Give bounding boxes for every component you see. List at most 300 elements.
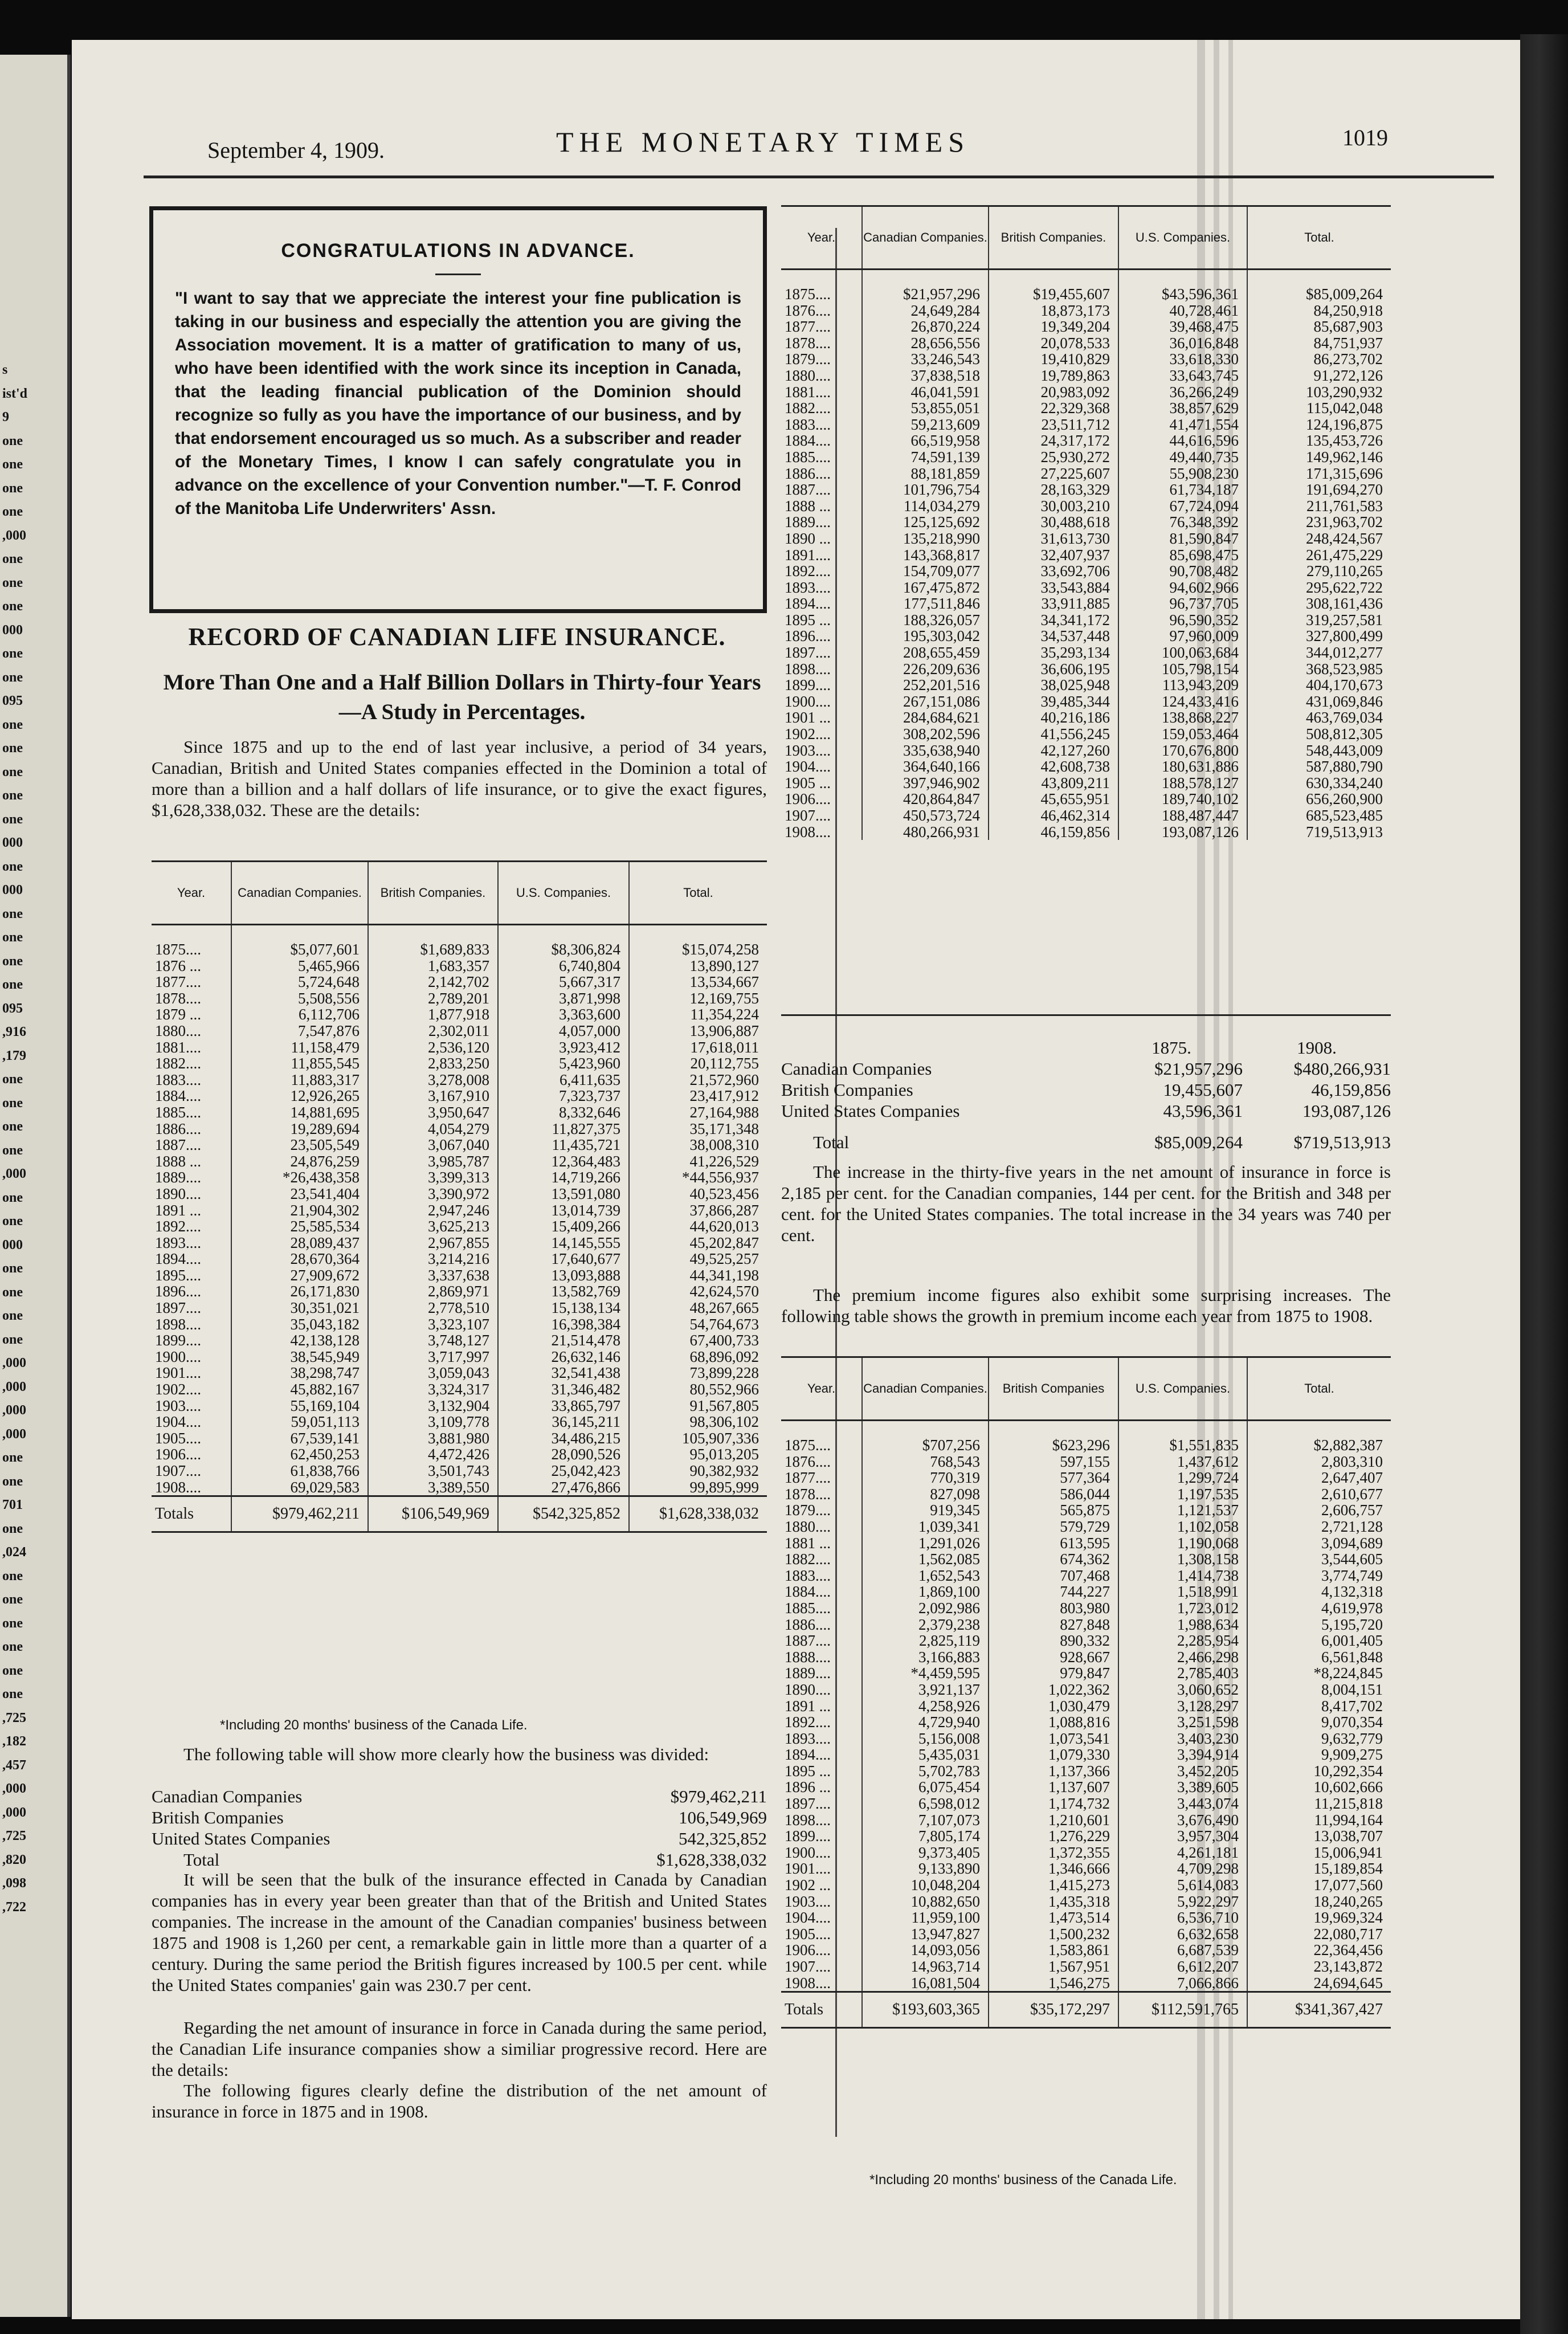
table-row: [781, 1682, 1391, 1698]
year-cell: 1882....: [785, 1551, 831, 1568]
value-cell: 9,070,354: [1247, 1714, 1391, 1731]
value-cell: 3,394,914: [1118, 1747, 1247, 1763]
value-cell: $43,596,361: [1118, 270, 1247, 303]
value-cell: 480,266,931: [862, 824, 989, 840]
table-row: [152, 1186, 767, 1202]
edge-fragment: ,725: [2, 1829, 26, 1843]
year-cell: 1886....: [785, 1616, 831, 1633]
year-cell: 1901....: [785, 1860, 831, 1878]
value-cell: 33,865,797: [498, 1398, 629, 1414]
year-cell: 1905 ...: [785, 774, 831, 791]
value-cell: 5,465,966: [231, 958, 368, 974]
value-cell: 14,145,555: [498, 1235, 629, 1251]
value-cell: 25,585,534: [231, 1218, 368, 1235]
year-cell: 1877....: [155, 974, 201, 990]
value-cell: 32,407,937: [989, 547, 1118, 564]
value-cell: 674,362: [989, 1551, 1118, 1568]
table-row: [781, 807, 1391, 824]
value-cell: 43,809,211: [989, 775, 1118, 791]
year-cell: 1908....: [785, 823, 831, 840]
value-cell: 1,546,275: [989, 1975, 1118, 1992]
col-canadian: Canadian Companies.: [862, 1357, 989, 1421]
table-row: [152, 1283, 767, 1300]
box-rule: [435, 274, 481, 275]
table-row: [781, 1860, 1391, 1877]
year-cell: 1908....: [155, 1479, 201, 1496]
compare-value: 193,087,126: [1302, 1101, 1391, 1121]
year-cell: 1884....: [785, 432, 831, 449]
table-row: [152, 1446, 767, 1463]
year-cell: 1887....: [785, 1633, 831, 1649]
year-cell: 1887....: [155, 1137, 201, 1153]
value-cell: 4,261,181: [1118, 1845, 1247, 1861]
edge-fragment: ,916: [2, 1025, 26, 1039]
table-row: [781, 498, 1391, 515]
value-cell: 7,066,866: [1118, 1975, 1247, 1992]
edge-fragment: one: [2, 1190, 23, 1205]
table-row: [781, 758, 1391, 775]
totals-label: Totals: [152, 1496, 231, 1532]
value-cell: 4,709,298: [1118, 1860, 1247, 1877]
value-cell: 431,069,846: [1247, 693, 1391, 710]
edge-fragment: one: [2, 1568, 23, 1584]
year-cell: 1892....: [155, 1218, 201, 1235]
table-row: [781, 547, 1391, 564]
value-cell: 2,379,238: [862, 1617, 989, 1633]
table-row: [152, 925, 767, 958]
value-cell: 1,197,535: [1118, 1486, 1247, 1503]
table-row: [152, 1104, 767, 1121]
edge-fragment: ,722: [2, 1899, 26, 1915]
edge-fragment: ,725: [2, 1710, 26, 1725]
edge-fragment: one: [2, 1639, 23, 1654]
value-cell: 73,899,228: [629, 1365, 767, 1381]
table-row: [781, 742, 1391, 759]
year-cell: 1895....: [155, 1267, 201, 1284]
value-cell: 5,614,083: [1118, 1877, 1247, 1894]
value-cell: 803,980: [989, 1600, 1118, 1617]
value-cell: 143,368,817: [862, 547, 989, 564]
page-number: 1019: [1342, 125, 1388, 150]
value-cell: 24,317,172: [989, 432, 1118, 449]
value-cell: 548,443,009: [1247, 742, 1391, 759]
col-british: British Companies: [989, 1357, 1118, 1421]
value-cell: 13,582,769: [498, 1283, 629, 1300]
value-cell: 38,857,629: [1118, 400, 1247, 417]
edge-fragment: one: [2, 1119, 23, 1134]
table-row: [152, 1169, 767, 1186]
value-cell: 1,121,537: [1118, 1502, 1247, 1519]
value-cell: 48,267,665: [629, 1300, 767, 1316]
value-cell: 11,827,375: [498, 1121, 629, 1137]
value-cell: 6,612,207: [1118, 1958, 1247, 1975]
value-cell: 188,487,447: [1118, 807, 1247, 824]
value-cell: 284,684,621: [862, 709, 989, 726]
value-cell: 1,567,951: [989, 1958, 1118, 1975]
edge-fragment: one: [2, 1615, 23, 1631]
year-cell: 1889....: [155, 1169, 201, 1186]
value-cell: 55,908,230: [1118, 466, 1247, 482]
year-cell: 1894....: [785, 595, 831, 612]
total-value-cell: $979,462,211: [231, 1496, 368, 1532]
year-cell: 1888 ...: [155, 1153, 201, 1170]
newspaper-page: [72, 40, 1520, 2319]
value-cell: 3,109,778: [368, 1414, 498, 1430]
value-cell: 85,698,475: [1118, 547, 1247, 564]
table-row: [152, 1316, 767, 1333]
table-row: [781, 466, 1391, 482]
book-binding: [1520, 34, 1568, 2334]
value-cell: 2,789,201: [368, 990, 498, 1007]
value-cell: *8,224,845: [1247, 1665, 1391, 1682]
table-header-row: [152, 862, 767, 925]
value-cell: 41,226,529: [629, 1153, 767, 1170]
edge-fragment: one: [2, 1095, 23, 1111]
year-cell: 1882....: [155, 1055, 201, 1072]
totals-label: Totals: [781, 1992, 862, 2028]
edge-fragment: ist'd: [2, 386, 28, 401]
value-cell: 30,003,210: [989, 498, 1118, 515]
col-year: Year.: [781, 1357, 862, 1421]
value-cell: 3,166,883: [862, 1649, 989, 1666]
value-cell: 3,214,216: [368, 1251, 498, 1267]
compare-value: $719,513,913: [1293, 1132, 1391, 1152]
value-cell: 4,258,926: [862, 1698, 989, 1715]
value-cell: 928,667: [989, 1649, 1118, 1666]
year-cell: 1879....: [785, 351, 831, 368]
value-cell: 26,632,146: [498, 1349, 629, 1365]
value-cell: 919,345: [862, 1502, 989, 1519]
value-cell: 6,561,848: [1247, 1649, 1391, 1666]
year-cell: 1881....: [155, 1039, 201, 1056]
congratulations-box: [149, 206, 767, 613]
year-cell: 1892....: [785, 563, 831, 580]
table-row: [781, 1535, 1391, 1552]
value-cell: 768,543: [862, 1454, 989, 1470]
table-row: [781, 514, 1391, 531]
value-cell: 28,090,526: [498, 1446, 629, 1463]
masthead: THE MONETARY TIMES: [556, 126, 970, 158]
year-cell: 1890....: [785, 1681, 831, 1698]
value-cell: 33,246,543: [862, 351, 989, 368]
value-cell: 23,541,404: [231, 1186, 368, 1202]
table-row: [781, 1568, 1391, 1584]
value-cell: 37,838,518: [862, 368, 989, 384]
year-cell: 1896 ...: [785, 1779, 831, 1796]
compare-value: $480,266,931: [1293, 1059, 1391, 1079]
value-cell: 2,092,986: [862, 1600, 989, 1617]
year-cell: 1888 ...: [785, 497, 831, 515]
value-cell: 91,272,126: [1247, 368, 1391, 384]
table-row: [781, 1421, 1391, 1454]
value-cell: 12,169,755: [629, 990, 767, 1007]
table-row: [781, 775, 1391, 791]
value-cell: 586,044: [989, 1486, 1118, 1503]
year-cell: 1900....: [785, 693, 831, 710]
value-cell: 33,692,706: [989, 563, 1118, 580]
value-cell: 1,088,816: [989, 1714, 1118, 1731]
year-cell: 1880....: [785, 1518, 831, 1535]
table-row: [152, 1430, 767, 1447]
edge-fragment: s: [2, 362, 8, 377]
total-value-cell: $341,367,427: [1247, 1992, 1391, 2028]
value-cell: 335,638,940: [862, 742, 989, 759]
year-cell: 1878....: [155, 990, 201, 1007]
division-label: Total: [183, 1850, 220, 1870]
edge-fragment: one: [2, 953, 23, 969]
value-cell: 22,364,456: [1247, 1942, 1391, 1958]
year-cell: 1899....: [785, 1828, 831, 1845]
comparison-block: [781, 1037, 1391, 1153]
value-cell: 67,400,733: [629, 1332, 767, 1349]
division-value: $979,462,211: [670, 1786, 767, 1806]
value-cell: 13,038,707: [1247, 1828, 1391, 1845]
value-cell: $623,296: [989, 1421, 1118, 1454]
value-cell: 38,008,310: [629, 1137, 767, 1153]
table-row: [152, 1349, 767, 1365]
value-cell: 30,351,021: [231, 1300, 368, 1316]
value-cell: 33,643,745: [1118, 368, 1247, 384]
compare-label: Total: [813, 1132, 850, 1152]
year-cell: 1896....: [785, 628, 831, 645]
value-cell: 719,513,913: [1247, 824, 1391, 840]
value-cell: 74,591,139: [862, 449, 989, 466]
value-cell: 1,022,362: [989, 1682, 1118, 1698]
compare-value: $85,009,264: [1154, 1132, 1243, 1152]
value-cell: 188,326,057: [862, 612, 989, 629]
edge-fragment: one: [2, 1308, 23, 1323]
value-cell: 188,578,127: [1118, 775, 1247, 791]
value-cell: 5,423,960: [498, 1055, 629, 1072]
value-cell: 577,364: [989, 1470, 1118, 1486]
value-cell: 23,143,872: [1247, 1958, 1391, 1975]
value-cell: 17,077,560: [1247, 1877, 1391, 1894]
total-value-cell: $1,628,338,032: [629, 1496, 767, 1532]
edge-fragment: one: [2, 1261, 23, 1276]
value-cell: 5,156,008: [862, 1731, 989, 1747]
premium-paragraph: The premium income figures also exhibit some surprising increases. The following table shows the growth in premium income each year from 1875 to 1908.: [781, 1285, 1391, 1326]
edge-fragment: ,179: [2, 1048, 26, 1063]
value-cell: 45,655,951: [989, 791, 1118, 807]
table-row: [781, 1894, 1391, 1910]
value-cell: 85,687,903: [1247, 319, 1391, 335]
col-year: Year.: [781, 206, 862, 270]
value-cell: 69,029,583: [231, 1479, 368, 1496]
edge-fragment: ,000: [2, 1379, 26, 1394]
edge-fragment: ,000: [2, 1166, 26, 1181]
adjacent-page-edge: [0, 55, 71, 2317]
edge-fragment: one: [2, 859, 23, 874]
table-row: [781, 1942, 1391, 1958]
value-cell: 19,289,694: [231, 1121, 368, 1137]
value-cell: 1,435,318: [989, 1894, 1118, 1910]
value-cell: 508,812,305: [1247, 726, 1391, 742]
edge-fragment: ,182: [2, 1734, 26, 1749]
value-cell: 149,962,146: [1247, 449, 1391, 466]
year-cell: 1888....: [785, 1649, 831, 1666]
col-british: British Companies.: [989, 206, 1118, 270]
table-row: [781, 1763, 1391, 1780]
value-cell: 1,562,085: [862, 1551, 989, 1568]
value-cell: 35,171,348: [629, 1121, 767, 1137]
value-cell: 1,869,100: [862, 1584, 989, 1600]
insurance-effected-table: [152, 860, 767, 1533]
value-cell: 191,694,270: [1247, 482, 1391, 498]
table-row: [781, 1633, 1391, 1649]
year-cell: 1876....: [785, 302, 831, 319]
value-cell: 890,332: [989, 1633, 1118, 1649]
value-cell: *4,459,595: [862, 1665, 989, 1682]
value-cell: 10,292,354: [1247, 1763, 1391, 1780]
value-cell: 7,323,737: [498, 1088, 629, 1104]
year-cell: 1881 ...: [785, 1535, 831, 1552]
year-cell: 1904....: [155, 1414, 201, 1430]
net-amount-paragraph: Regarding the net amount of insurance in force in Canada during the same period, the Canadian Life insurance companies show a similiar progressive record. Here are the details:: [152, 2018, 767, 2080]
table-row: [781, 677, 1391, 693]
value-cell: 248,424,567: [1247, 531, 1391, 547]
col-total: Total.: [1247, 1357, 1391, 1421]
value-cell: 2,647,407: [1247, 1470, 1391, 1486]
value-cell: 308,202,596: [862, 726, 989, 742]
table-row: [781, 580, 1391, 596]
year-cell: 1882....: [785, 400, 831, 417]
year-cell: 1886....: [155, 1120, 201, 1137]
value-cell: 26,171,830: [231, 1283, 368, 1300]
value-cell: 177,511,846: [862, 595, 989, 612]
value-cell: 1,210,601: [989, 1812, 1118, 1829]
year-cell: 1879 ...: [155, 1006, 201, 1023]
edge-fragment: one: [2, 599, 23, 614]
year-cell: 1902....: [785, 726, 831, 742]
value-cell: 16,398,384: [498, 1316, 629, 1333]
value-cell: 7,805,174: [862, 1828, 989, 1845]
year-cell: 1897....: [155, 1300, 201, 1316]
year-cell: 1883....: [785, 416, 831, 433]
value-cell: 46,041,591: [862, 384, 989, 401]
value-cell: 11,855,545: [231, 1055, 368, 1072]
table-row: [781, 1909, 1391, 1926]
value-cell: 44,341,198: [629, 1267, 767, 1284]
value-cell: 3,985,787: [368, 1153, 498, 1170]
table-row: [781, 432, 1391, 449]
value-cell: 67,724,094: [1118, 498, 1247, 515]
value-cell: 3,337,638: [368, 1267, 498, 1284]
value-cell: $5,077,601: [231, 925, 368, 958]
value-cell: 308,161,436: [1247, 595, 1391, 612]
value-cell: $19,455,607: [989, 270, 1118, 303]
value-cell: 11,959,100: [862, 1909, 989, 1926]
year-cell: 1883....: [155, 1071, 201, 1088]
value-cell: 685,523,485: [1247, 807, 1391, 824]
table-row: [781, 612, 1391, 629]
table-row: [781, 1470, 1391, 1486]
value-cell: 33,911,885: [989, 595, 1118, 612]
table-row: [152, 1300, 767, 1316]
value-cell: 344,012,277: [1247, 644, 1391, 661]
edge-fragment: one: [2, 646, 23, 661]
value-cell: 38,545,949: [231, 1349, 368, 1365]
totals-row: [781, 1992, 1391, 2028]
value-cell: 252,201,516: [862, 677, 989, 693]
table-row: [781, 1519, 1391, 1535]
value-cell: 1,190,068: [1118, 1535, 1247, 1552]
year-cell: 1906....: [785, 1942, 831, 1958]
value-cell: 2,536,120: [368, 1039, 498, 1056]
value-cell: 744,227: [989, 1584, 1118, 1600]
table-header-row: [781, 1357, 1391, 1421]
value-cell: 28,089,437: [231, 1235, 368, 1251]
table-row: [781, 1454, 1391, 1470]
value-cell: 13,906,887: [629, 1023, 767, 1039]
value-cell: 16,081,504: [862, 1975, 989, 1992]
value-cell: 80,552,966: [629, 1381, 767, 1398]
value-cell: 88,181,859: [862, 466, 989, 482]
premium-income-table: [781, 1356, 1391, 2029]
value-cell: 76,348,392: [1118, 514, 1247, 531]
table-row: [781, 1617, 1391, 1633]
edge-fragment: one: [2, 670, 23, 685]
value-cell: 167,475,872: [862, 580, 989, 596]
value-cell: 827,098: [862, 1486, 989, 1503]
year-cell: 1906....: [785, 791, 831, 807]
year-cell: 1898....: [785, 660, 831, 678]
footnote: *Including 20 months' business of the Canada Life.: [869, 2172, 1177, 2188]
value-cell: 159,053,464: [1118, 726, 1247, 742]
value-cell: 42,624,570: [629, 1283, 767, 1300]
value-cell: 3,324,317: [368, 1381, 498, 1398]
value-cell: 40,523,456: [629, 1186, 767, 1202]
edge-fragment: ,457: [2, 1757, 26, 1773]
value-cell: 8,417,702: [1247, 1698, 1391, 1715]
value-cell: 420,864,847: [862, 791, 989, 807]
value-cell: 99,895,999: [629, 1479, 767, 1496]
value-cell: 2,869,971: [368, 1283, 498, 1300]
value-cell: 3,060,652: [1118, 1682, 1247, 1698]
value-cell: 44,616,596: [1118, 432, 1247, 449]
table-row: [781, 1698, 1391, 1715]
division-intro: The following table will show more clearly how the business was divided:: [183, 1744, 709, 1764]
value-cell: 98,306,102: [629, 1414, 767, 1430]
value-cell: 9,909,275: [1247, 1747, 1391, 1763]
bulk-paragraph: It will be seen that the bulk of the insurance effected in Canada by Canadian companies has in every year been greater than that of the British and United States companies. The increase in the amount of the Canadian companies' business between 1875 and 1908 is 1,260 per cent, a remarkable gain in little more than a quarter of a century. During the same period the British figures increased by 100.5 per cent. while the United States companies' gain was 230.7 per cent.: [152, 1870, 767, 1995]
edge-fragment: one: [2, 788, 23, 803]
value-cell: 2,302,011: [368, 1023, 498, 1039]
value-cell: 171,315,696: [1247, 466, 1391, 482]
value-cell: $707,256: [862, 1421, 989, 1454]
year-cell: 1898....: [155, 1316, 201, 1333]
edge-fragment: one: [2, 1521, 23, 1536]
division-row: [152, 1849, 767, 1870]
value-cell: 10,602,666: [1247, 1779, 1391, 1796]
compare-value: 19,455,607: [1163, 1080, 1243, 1100]
value-cell: 6,411,635: [498, 1072, 629, 1088]
year-cell: 1878....: [785, 334, 831, 352]
value-cell: 3,501,743: [368, 1463, 498, 1479]
edge-fragment: 000: [2, 883, 23, 897]
table-row: [781, 644, 1391, 661]
edge-fragment: one: [2, 1592, 23, 1607]
value-cell: 31,346,482: [498, 1381, 629, 1398]
value-cell: 2,285,954: [1118, 1633, 1247, 1649]
division-label: British Companies: [152, 1807, 284, 1827]
value-cell: 27,476,866: [498, 1479, 629, 1496]
value-cell: 3,399,313: [368, 1169, 498, 1186]
value-cell: 597,155: [989, 1454, 1118, 1470]
value-cell: 5,724,648: [231, 974, 368, 990]
value-cell: 3,923,412: [498, 1039, 629, 1056]
value-cell: 5,435,031: [862, 1747, 989, 1763]
value-cell: 13,093,888: [498, 1267, 629, 1284]
